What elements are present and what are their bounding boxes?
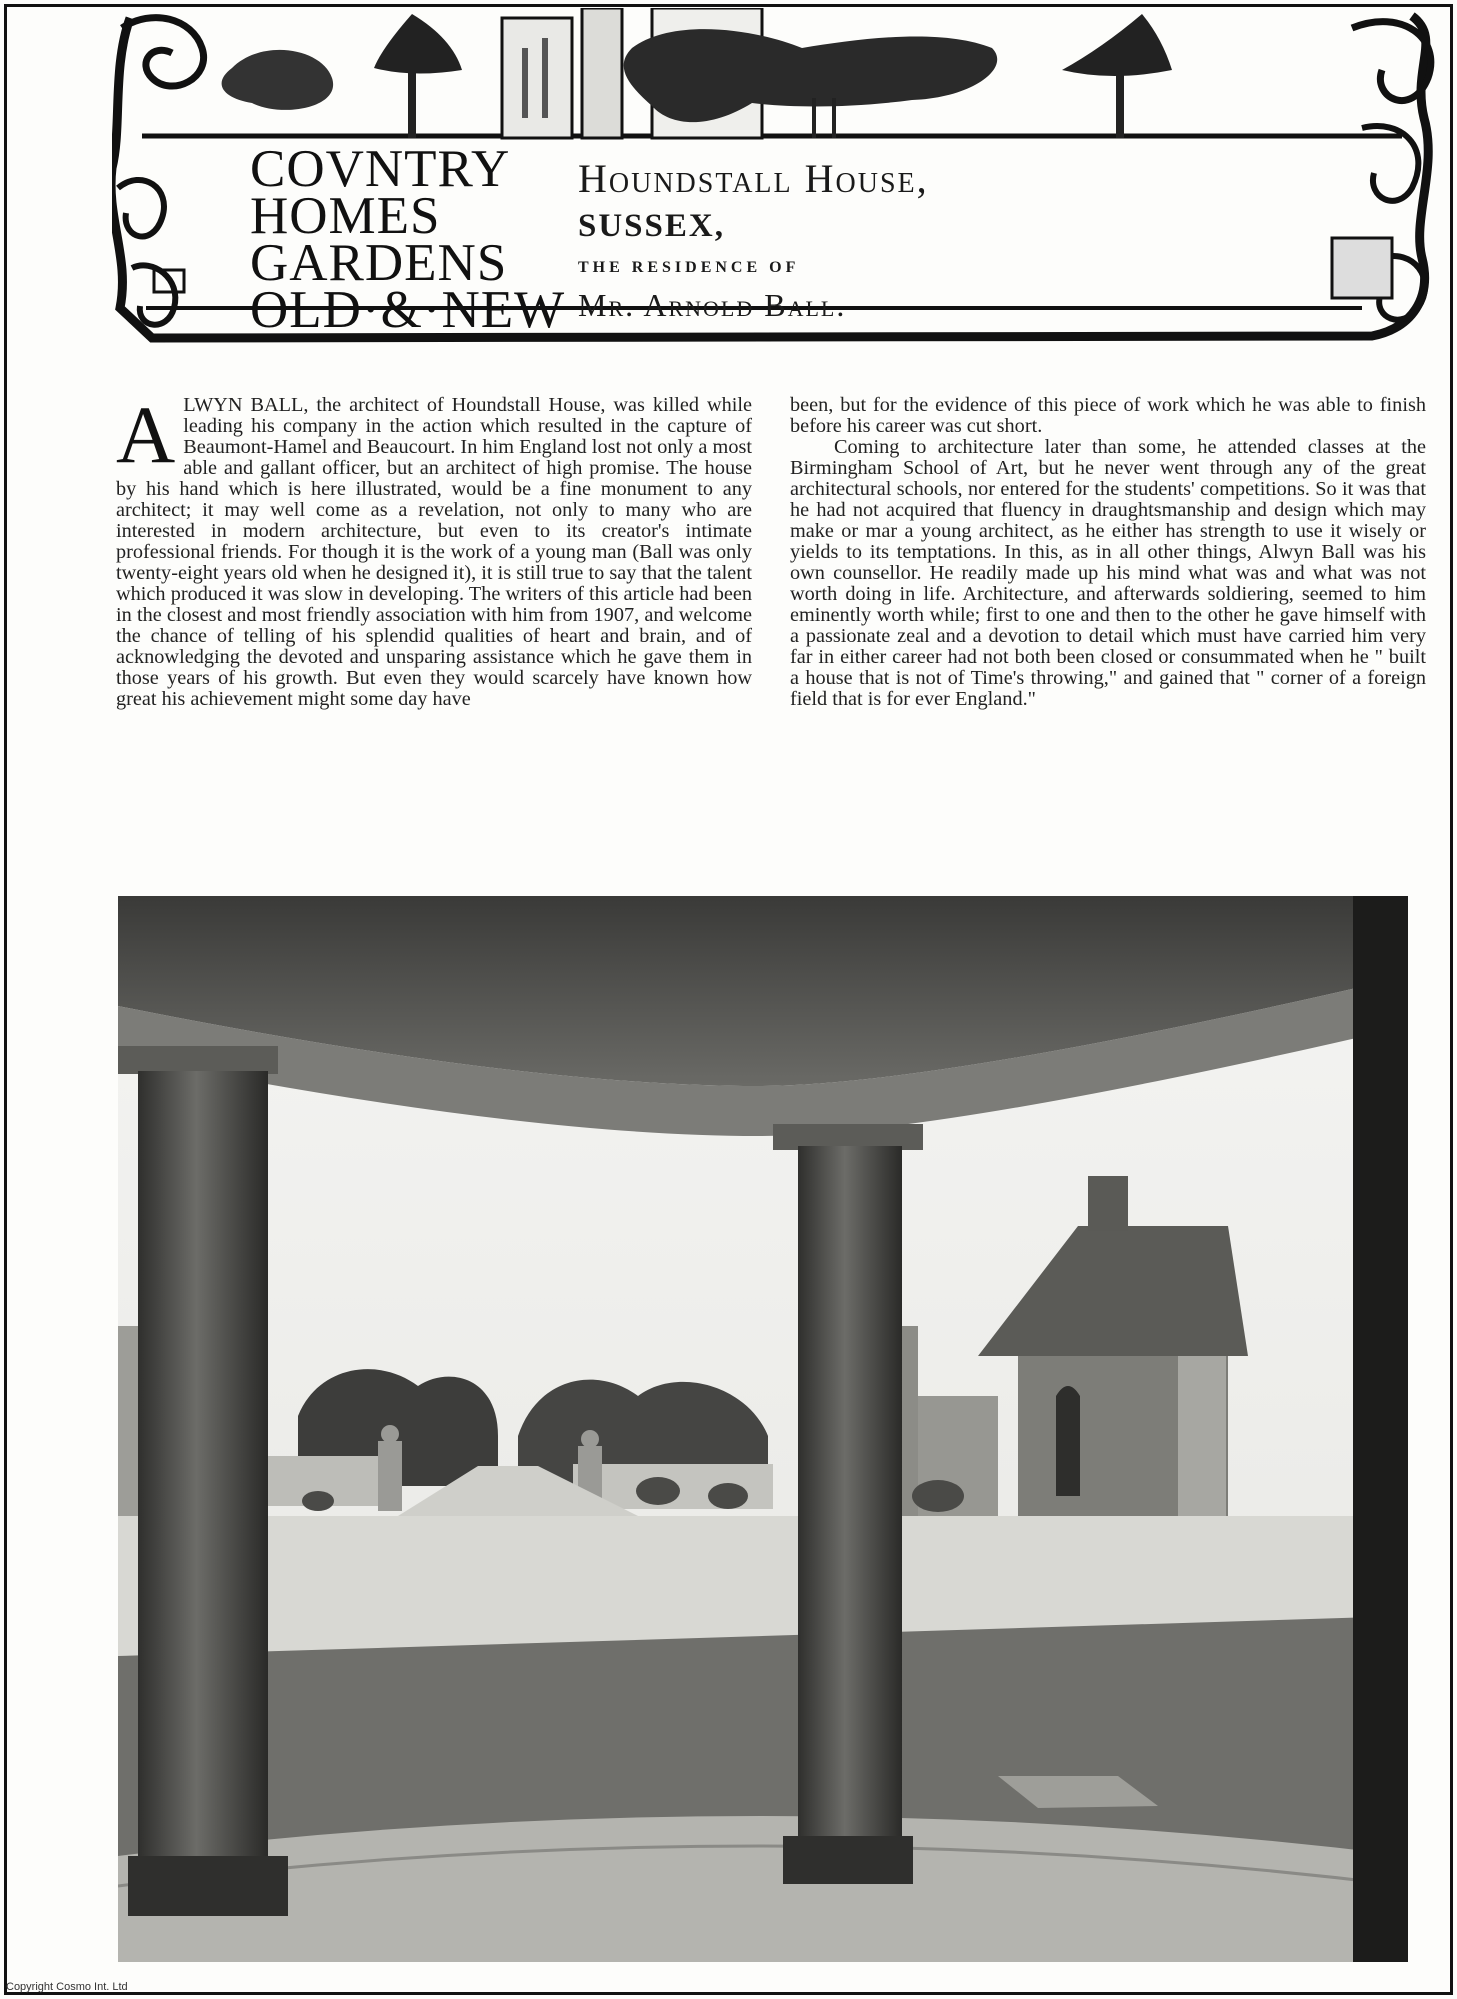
house-photograph: [118, 896, 1408, 1962]
article-title-block: [578, 155, 1138, 324]
masthead-line: GARDENS: [250, 234, 508, 292]
article-title: Houndstall House,: [578, 156, 929, 201]
article-paragraph: been, but for the evidence of this piece of work which he was able to finish before his career was cut short.: [790, 394, 1426, 437]
article-paragraph: Coming to architecture later than some, he attended classes at the Birmingham School of Art, but he never went through any of the great architectural schools, nor entered for the students' competitions. So it was that he had not acquired that fluency in draughtsmanship and design which may make or mar a young architect, as he either has strength to use it wisely or yields to its temptations. In this, as in all other things, Alwyn Ball was his own counsellor. He readily made up his mind what was and what was not worth doing in life. Architecture, and afterwards soldiering, seemed to him eminently worth while; first to one and then to the other he gave himself with a passionate zeal and a devotion to detail which must have carried him very far in either career had not both been closed or consummated when he " built a house that is not of Time's throwing," and gained that " corner of a foreign field that is for ever England.": [790, 436, 1426, 710]
paragraph-text: LWYN BALL, the architect of Houndstall House, was killed while leading his company in the action which resulted in the capture of Beaumont-Hamel and Beaucourt. In him England lost not only a most able and gallant officer, but an architect of high promise. The house by his hand which is here illustrated, would be a fine monument to any architect; it may well come as a revelation, not only to many who are interested in modern architecture, but even to its creator's intimate professional friends. For though it is the work of a young man (Ball was only twenty-eight years old when he designed it), it is still true to say that the talent which produced it was slow in developing. The writers of this article had been in the closest and most friendly association with him from 1907, and welcome the chance of telling of his splendid qualities of heart and brain, and of acknowledging the devoted and unsparing assistance which he gave them in those years of his growth. But even they would scarcely have known how great his achievement might some day have: [116, 394, 752, 710]
article-column-right: [790, 395, 1426, 710]
article-owner: Mr. Arnold Ball.: [578, 287, 847, 323]
article-column-left: [116, 389, 752, 710]
masthead-line: COVNTRY: [250, 140, 511, 198]
article-county: SUSSEX,: [578, 208, 725, 244]
drop-cap: A: [116, 389, 176, 480]
masthead-line: OLD·&·NEW: [250, 281, 566, 339]
article-paragraph: [116, 389, 752, 710]
masthead-line: HOMES: [250, 187, 441, 245]
article-subtitle: THE RESIDENCE OF: [578, 259, 800, 276]
photo-illustration: [118, 896, 1408, 1962]
masthead: [250, 140, 610, 339]
copyright-notice: Copyright Cosmo Int. Ltd: [6, 1981, 128, 1993]
